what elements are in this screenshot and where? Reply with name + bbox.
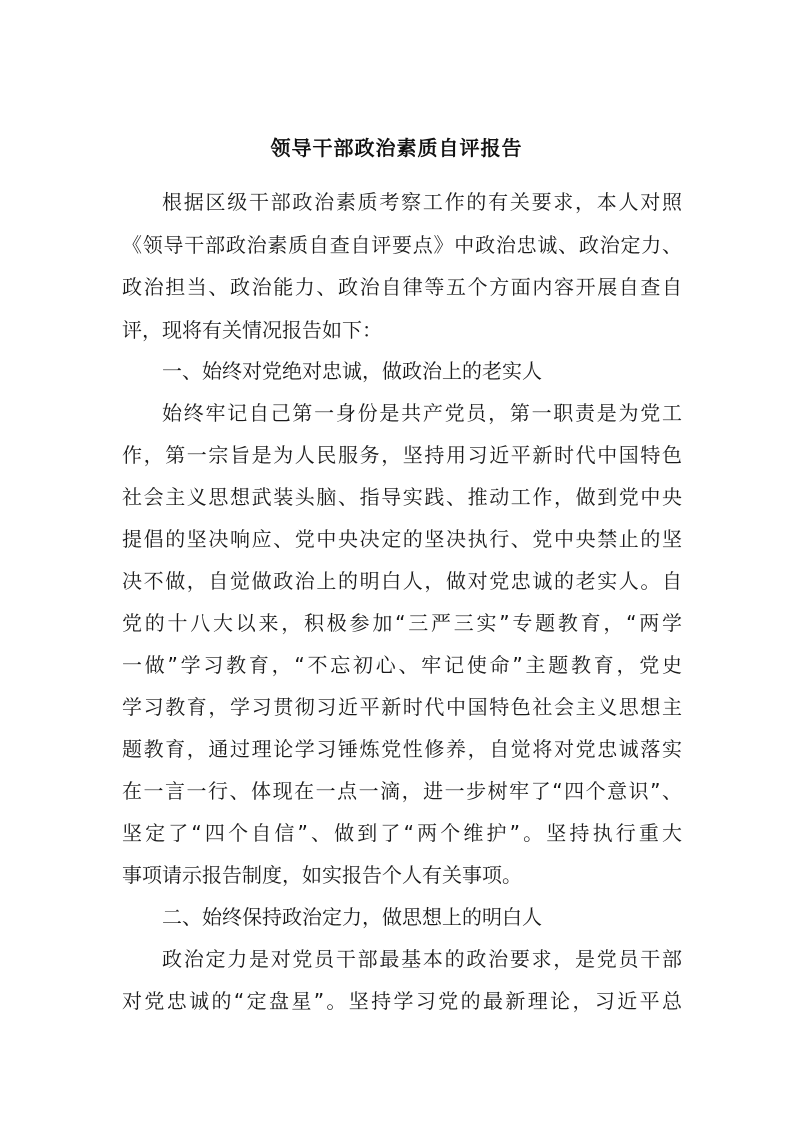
paragraph-line: 提倡的坚决响应、党中央决定的坚决执行、党中央禁止的坚	[122, 527, 682, 551]
paragraph-line: 《领导干部政治素质自查自评要点》中政治忠诚、政治定力、	[122, 233, 682, 257]
document-title: 领导干部政治素质自评报告	[270, 136, 523, 160]
paragraph-line: 作，第一宗旨是为人民服务，坚持用习近平新时代中国特色	[122, 443, 682, 467]
paragraph-line: 题教育，通过理论学习锤炼党性修养，自觉将对党忠诚落实	[122, 737, 682, 761]
paragraph-line: 事项请示报告制度，如实报告个人有关事项。	[122, 863, 522, 887]
paragraph-line: 在一言一行、体现在一点一滴，进一步树牢了“四个意识”、	[122, 779, 682, 803]
paragraph-line: 对党忠诚的“定盘星”。坚持学习党的最新理论，习近平总	[122, 989, 682, 1013]
paragraph-line: 坚定了“四个自信”、做到了“两个维护”。坚持执行重大	[122, 821, 682, 845]
paragraph-line: 学习教育，学习贯彻习近平新时代中国特色社会主义思想主	[122, 695, 682, 719]
section-heading: 一、始终对党绝对忠诚，做政治上的老实人	[162, 359, 542, 383]
paragraph-line: 始终牢记自己第一身份是共产党员，第一职责是为党工	[162, 401, 682, 425]
paragraph-line: 政治定力是对党员干部最基本的政治要求，是党员干部	[162, 947, 682, 971]
paragraph-line: 一做”学习教育，“不忘初心、牢记使命”主题教育，党史	[122, 653, 682, 677]
paragraph-line: 决不做，自觉做政治上的明白人，做对党忠诚的老实人。自	[122, 569, 682, 593]
paragraph-line: 党的十八大以来，积极参加“三严三实”专题教育，“两学	[122, 611, 682, 635]
paragraph-line: 根据区级干部政治素质考察工作的有关要求，本人对照	[162, 190, 682, 214]
section-heading: 二、始终保持政治定力，做思想上的明白人	[162, 905, 542, 929]
paragraph-line: 政治担当、政治能力、政治自律等五个方面内容开展自查自	[122, 275, 682, 299]
paragraph-line: 评，现将有关情况报告如下：	[122, 318, 382, 342]
paragraph-line: 社会主义思想武装头脑、指导实践、推动工作，做到党中央	[122, 485, 682, 509]
